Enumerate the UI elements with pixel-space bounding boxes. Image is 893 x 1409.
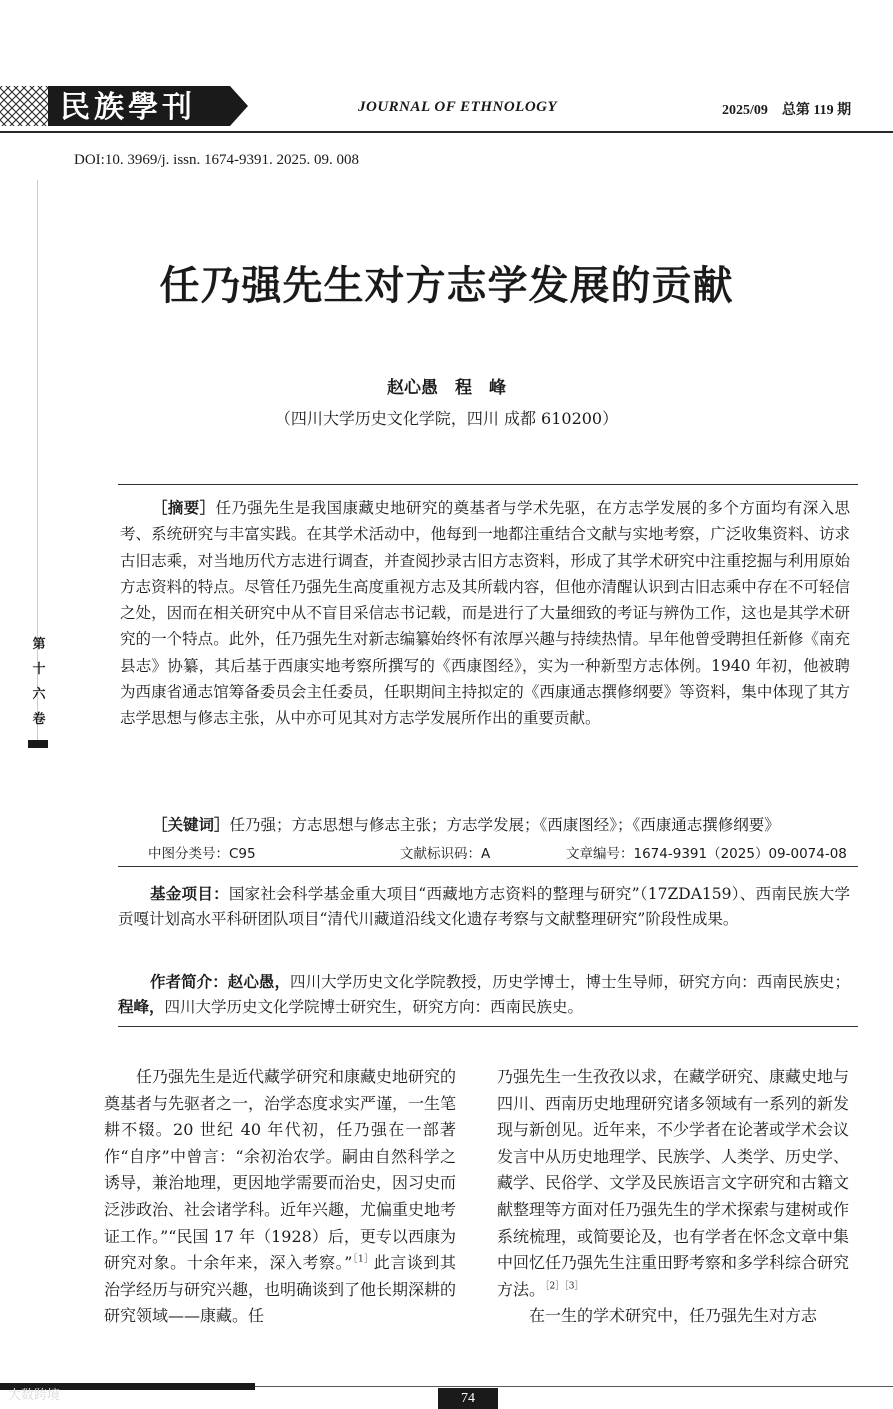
body-text: 在一生的学术研究中，任乃强先生对方志 [529, 1306, 818, 1326]
body-paragraph [104, 1064, 456, 1330]
author-info-note [118, 970, 850, 1020]
body-paragraph [497, 1064, 849, 1303]
funding-text: 国家社会科学基金重大项目“西藏地方志资料的整理与研究”（17ZDA159）、西南民族大学贡嘎计划高水平科研团队项目“清代川藏道沿线文化遗存考察与文献整理研究”阶段性成果。 [118, 885, 850, 928]
keywords-text: 任乃强；方志思想与修志主张；方志学发展；《西康图经》；《西康通志撰修纲要》 [229, 816, 780, 834]
abstract-label: ［摘要］ [152, 499, 216, 517]
article-number: 文章编号：1674-9391（2025）09-0074-08 [566, 846, 847, 862]
journal-logo [0, 84, 250, 128]
citation-ref[interactable]: ［1］ [352, 1254, 374, 1265]
watermark: 大数跨境 [8, 1388, 61, 1403]
keywords-label: ［关键词］ [152, 816, 230, 834]
logo-text: 民族學刊 [60, 90, 196, 125]
author-name-2: 程峰， [118, 998, 165, 1016]
classification-rule [118, 866, 858, 867]
side-label-char: 六 [32, 687, 46, 702]
side-label-char: 卷 [32, 712, 46, 727]
funding-label: 基金项目： [150, 885, 229, 903]
author-name-1: 赵心愚， [227, 973, 291, 991]
volume-side-label [30, 632, 48, 732]
abstract [120, 495, 850, 732]
article-title: 任乃强先生对方志学发展的贡献 [159, 263, 734, 309]
side-bar [28, 740, 48, 748]
author-info-text-1: 四川大学历史文化学院教授，历史学博士，博士生导师，研究方向：西南民族史； [290, 973, 850, 991]
author-info-text-2: 四川大学历史文化学院博士研究生，研究方向：西南民族史。 [164, 998, 584, 1016]
side-label-char: 十 [32, 662, 46, 677]
doi: DOI:10. 3969/j. issn. 1674-9391. 2025. 09. 008 [74, 152, 359, 168]
abstract-top-rule [118, 484, 858, 485]
page-number: 74 [438, 1388, 498, 1409]
body-column-right [497, 1064, 849, 1330]
affiliation: （四川大学历史文化学院，四川 成都 610200） [274, 409, 619, 428]
body-text: 乃强先生一生孜孜以求，在藏学研究、康藏史地与四川、西南历史地理研究诸多领域有一系列的新发现与新创见。近年来，不少学者在论著或学术会议发言中从历史地理学、民族学、人类学、历史学、藏学、民俗学、文学及民族语言文字研究和古籍文献整理等方面对任乃强先生的学术探索与建树或作系统梳理，或简要论及，也有学者在怀念文章中集中回忆任乃强先生注重田野考察和多学科综合研究方法。 [497, 1067, 850, 1299]
clc-number: 中图分类号：C95 [148, 846, 256, 862]
doc-code: 文献标识码：A [400, 846, 491, 862]
keywords [120, 813, 850, 837]
notes-rule [118, 1026, 858, 1027]
journal-name: JOURNAL OF ETHNOLOGY [358, 99, 558, 115]
body-paragraph [497, 1303, 849, 1330]
body-column-left [104, 1064, 456, 1330]
citation-ref[interactable]: ［2］［3］ [545, 1281, 584, 1292]
author-info-label: 作者简介： [150, 973, 228, 991]
authors: 赵心愚 程 峰 [387, 378, 506, 398]
abstract-text: 任乃强先生是我国康藏史地研究的奠基者与学术先驱，在方志学发展的多个方面均有深入思考、系统研究与丰富实践。在其学术活动中，他每到一地都注重结合文献与实地考察，广泛收集资料、访求古旧志乘，对当地历代方志进行调查，并查阅抄录古旧方志资料，形成了其学术研究中注重挖掘与利用原始方志资料的特点。尽管任乃强先生高度重视方志及其所载内容，但他亦清醒认识到古旧志乘中存在不可轻信之处，因而在相关研究中从不盲目采信志书记载，而是进行了大量细致的考证与辨伪工作，这也是其学术研究的一个特点。此外，任乃强先生对新志编纂始终怀有浓厚兴趣与持续热情。早年他曾受聘担任新修《南充县志》协纂，其后基于西康实地考察所撰写的《西康图经》，实为一种新型方志体例。1940 年初，他被聘为西康省通志馆筹备委员会主任委员，任职期间主持拟定的《西康通志撰修纲要》等资料，集中体现了其方志学思想与修志主张，从中亦可见其对方志学发展所作出的重要贡献。 [120, 499, 850, 728]
side-label-char: 第 [32, 637, 46, 652]
issue-info: 2025/09 总第 119 期 [722, 103, 852, 118]
body-text: 任乃强先生是近代藏学研究和康藏史地研究的奠基者与先驱者之一，治学态度求实严谨，一生笔耕不辍。20 世纪 40 年代初，任乃强在一部著作“自序”中曾言：“余初治农学。嗣由自然科学之诱导，兼治地理，更因地学需要而治史，因习史而泛涉政治、社会诸学科。近年兴趣，尤偏重史地考证工作。”“民国 17 年（1928）后，更专以西康为研究对象。十余年来，深入考察。” [104, 1067, 457, 1273]
funding-note [118, 882, 850, 932]
body-text: 此言谈到其治学经历与研究兴趣，也明确谈到了他长期深耕的研究领域——康藏。任 [104, 1253, 457, 1326]
header-rule [0, 131, 893, 133]
